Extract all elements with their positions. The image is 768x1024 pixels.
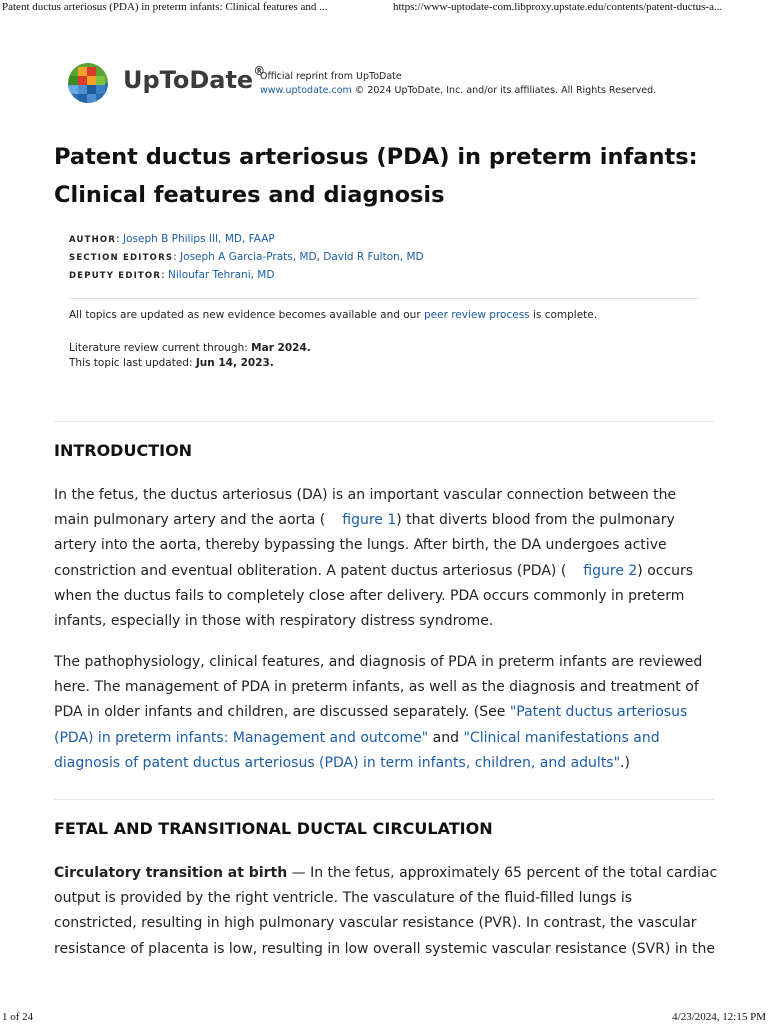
section-editors-colon: : (173, 251, 177, 263)
management-topic-link[interactable]: "Patent ductus arteriosus (509, 704, 688, 721)
text-span: constriction and eventual obliteration. A patent ductus arteriosus (PDA) ( (54, 562, 567, 579)
page-title (54, 138, 714, 214)
author-colon: : (116, 233, 120, 245)
registered-mark: ® (253, 64, 266, 78)
text-line: here. The management of PDA in preterm infants, as well as the diagnosis and treatment of (54, 679, 699, 696)
text-line (54, 508, 714, 533)
author-link[interactable]: Joseph B Philips III, MD, FAAP (123, 233, 275, 245)
section-heading-fetal-circulation: FETAL AND TRANSITIONAL DUCTAL CIRCULATION (54, 819, 493, 838)
peer-review-link[interactable]: peer review process (423, 309, 530, 321)
reprint-line: Official reprint from UpToDate (260, 71, 402, 82)
reprint-notice (260, 70, 656, 98)
lit-review-label: Literature review current through: (69, 342, 252, 354)
title-line-2: Clinical features and diagnosis (54, 182, 445, 208)
print-header-url: https://www-uptodate-com.libproxy.upstate.edu/contents/patent-ductus-a... (393, 1, 723, 13)
lit-review-period: . (306, 342, 311, 354)
intro-paragraph-1 (54, 483, 714, 634)
text-line: output is provided by the right ventricle. The vasculature of the fluid-filled lungs is (54, 890, 633, 907)
section-editor-link-2[interactable]: David R Fulton, MD (323, 251, 424, 263)
deputy-editor-colon: : (161, 269, 165, 281)
contributors (69, 231, 424, 285)
print-header-title: Patent ductus arteriosus (PDA) in preterm infants: Clinical features and ... (2, 1, 328, 13)
text-span: — In the fetus, approximately 65 percent of the total cardiac (287, 865, 718, 881)
text-span: .) (620, 754, 630, 771)
text-line: In the fetus, the ductus arteriosus (DA) is an important vascular connection between the (54, 487, 677, 503)
page-number: 1 of 24 (2, 1011, 34, 1023)
text-line: when the ductus fails to completely close after delivery. PDA occurs commonly in preterm (54, 587, 685, 604)
text-line: infants, especially in those with respiratory distress syndrome. (54, 613, 494, 630)
uptodate-site-link[interactable]: www.uptodate.com (260, 85, 352, 96)
title-line-1: Patent ductus arteriosus (PDA) in preterm infants: (54, 144, 698, 170)
print-header (0, 0, 768, 18)
section-heading-introduction: INTRODUCTION (54, 441, 193, 460)
paragraph-lead: Circulatory transition at birth (54, 865, 288, 881)
uptodate-logo-text (123, 66, 265, 94)
text-span: ) that diverts blood from the pulmonary (396, 512, 675, 529)
print-datetime: 4/23/2024, 12:15 PM (672, 1011, 766, 1023)
text-span: main pulmonary artery and the aorta ( (54, 512, 326, 529)
print-footer (0, 1010, 768, 1024)
divider (54, 421, 714, 422)
text-line (54, 751, 714, 776)
section-editors-label: SECTION EDITORS (69, 253, 174, 263)
uptodate-logo-icon (67, 62, 109, 104)
deputy-editor-row (69, 267, 424, 285)
text-line: artery into the aorta, thereby bypassing the lungs. After birth, the DA undergoes active (54, 537, 667, 554)
text-line (54, 559, 714, 584)
author-label: AUTHOR (69, 235, 117, 245)
clinical-manifestations-link-cont[interactable]: diagnosis of patent ductus arteriosus (PDA) in term infants, children, and adults" (54, 754, 621, 771)
text-span: ) occurs (637, 562, 694, 579)
section-editors-row (69, 249, 424, 267)
literature-review-line (69, 341, 311, 356)
copyright-text: © 2024 UpToDate, Inc. and/or its affiliates. All Rights Reserved. (351, 85, 657, 96)
figure-1-link[interactable]: figure 1 (342, 512, 397, 529)
brand-name: UpToDate (123, 66, 254, 94)
text-span: and (428, 729, 464, 746)
divider (69, 298, 699, 299)
topic-dates (69, 341, 311, 371)
management-topic-link-cont[interactable]: (PDA) in preterm infants: Management and outcome" (54, 729, 429, 746)
intro-paragraph-2 (54, 650, 714, 776)
text-line (54, 861, 718, 886)
divider (54, 799, 714, 800)
editor-comma: , (316, 251, 324, 263)
text-span: PDA in older infants and children, are discussed separately. (See (54, 704, 510, 721)
author-row (69, 231, 424, 249)
text-line: The pathophysiology, clinical features, and diagnosis of PDA in preterm infants are reviewed (54, 654, 703, 670)
review-note-end: is complete. (529, 309, 598, 321)
last-updated-line (69, 356, 311, 371)
deputy-editor-label: DEPUTY EDITOR (69, 271, 162, 281)
copyright-line (260, 84, 656, 98)
text-line (54, 726, 714, 751)
review-note (69, 308, 597, 323)
text-line (54, 700, 714, 725)
text-line: constricted, resulting in high pulmonary vascular resistance (PVR). In contrast, the vascular (54, 915, 697, 932)
last-updated-label: This topic last updated: (69, 357, 196, 369)
clinical-manifestations-link[interactable]: "Clinical manifestations and (463, 729, 660, 746)
review-note-text: All topics are updated as new evidence becomes available and our (69, 309, 424, 321)
text-line: resistance of placenta is low, resulting in low overall systemic vascular resistance (SVR) in the (54, 940, 716, 957)
fetal-paragraph-1 (54, 861, 718, 962)
figure-2-link[interactable]: figure 2 (583, 562, 638, 579)
deputy-editor-link[interactable]: Niloufar Tehrani, MD (168, 269, 275, 281)
lit-review-date: Mar 2024 (251, 342, 307, 354)
section-editor-link-1[interactable]: Joseph A Garcia-Prats, MD (180, 251, 317, 263)
last-updated-period: . (269, 357, 274, 369)
last-updated-date: Jun 14, 2023 (195, 357, 270, 369)
